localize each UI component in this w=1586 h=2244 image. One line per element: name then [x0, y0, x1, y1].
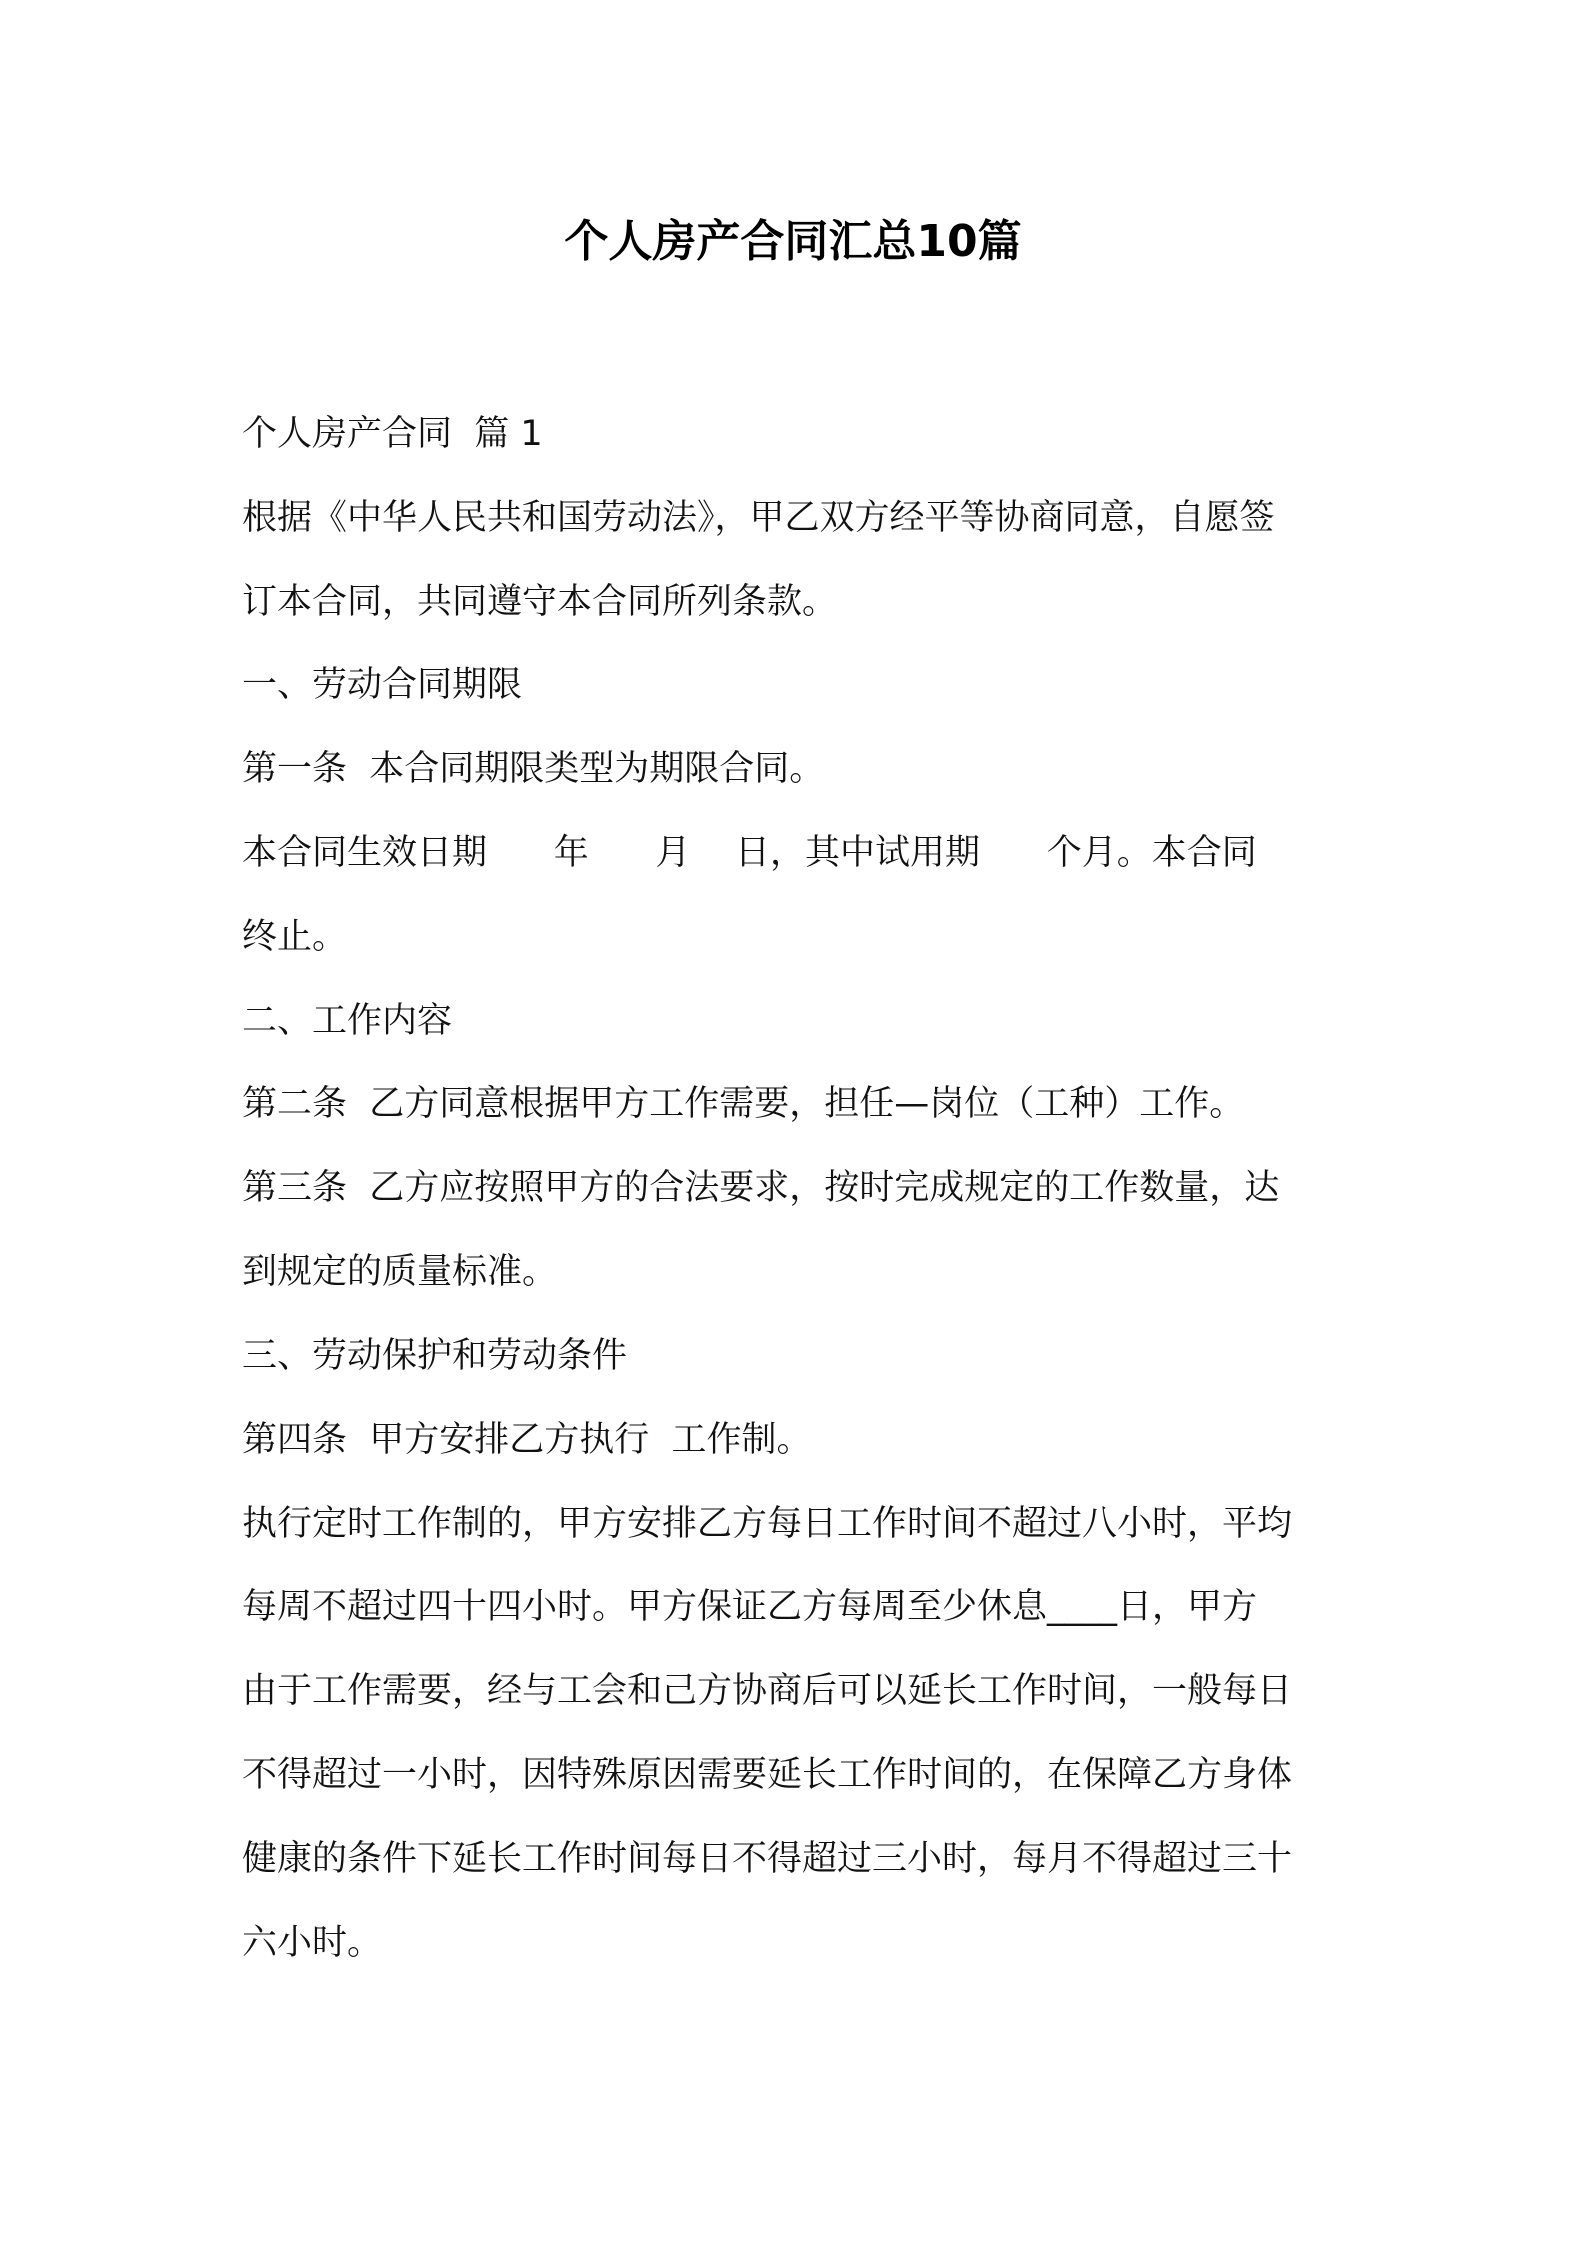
chapter-heading: 三、劳动保护和劳动条件 — [242, 1336, 628, 1376]
chapter-heading: 二、工作内容 — [242, 1001, 453, 1041]
paragraph-line: 执行定时工作制的，甲方安排乙方每日工作时间不超过八小时，平均 — [242, 1504, 1293, 1544]
paragraph-line: 根据《中华人民共和国劳动法》，甲乙双方经平等协商同意，自愿签 — [242, 498, 1275, 538]
paragraph-line: 六小时。 — [242, 1923, 383, 1963]
paragraph-line: 本合同生效日期 年 月 日，其中试用期 个月。本合同 — [242, 833, 1257, 873]
clause-line: 第四条 甲方安排乙方执行 工作制。 — [242, 1420, 812, 1460]
clause-line: 第三条 乙方应按照甲方的合法要求，按时完成规定的工作数量，达 — [242, 1168, 1280, 1208]
paragraph-line: 不得超过一小时，因特殊原因需要延长工作时间的，在保障乙方身体 — [242, 1755, 1293, 1795]
paragraph-line: 终止。 — [242, 917, 348, 957]
paragraph-line: 健康的条件下延长工作时间每日不得超过三小时，每月不得超过三十 — [242, 1839, 1293, 1879]
paragraph-line: 每周不超过四十四小时。甲方保证乙方每周至少休息____日，甲方 — [242, 1587, 1258, 1627]
section-heading: 个人房产合同 篇 1 — [242, 414, 543, 454]
paragraph-line: 到规定的质量标准。 — [242, 1252, 558, 1292]
clause-line: 第一条 本合同期限类型为期限合同。 — [242, 749, 825, 789]
document-title: 个人房产合同汇总10篇 — [564, 216, 1022, 267]
clause-line: 第二条 乙方同意根据甲方工作需要，担任—岗位（工种）工作。 — [242, 1084, 1245, 1124]
paragraph-line: 由于工作需要，经与工会和己方协商后可以延长工作时间，一般每日 — [242, 1671, 1293, 1711]
paragraph-line: 订本合同，共同遵守本合同所列条款。 — [242, 582, 838, 622]
chapter-heading: 一、劳动合同期限 — [242, 665, 523, 705]
